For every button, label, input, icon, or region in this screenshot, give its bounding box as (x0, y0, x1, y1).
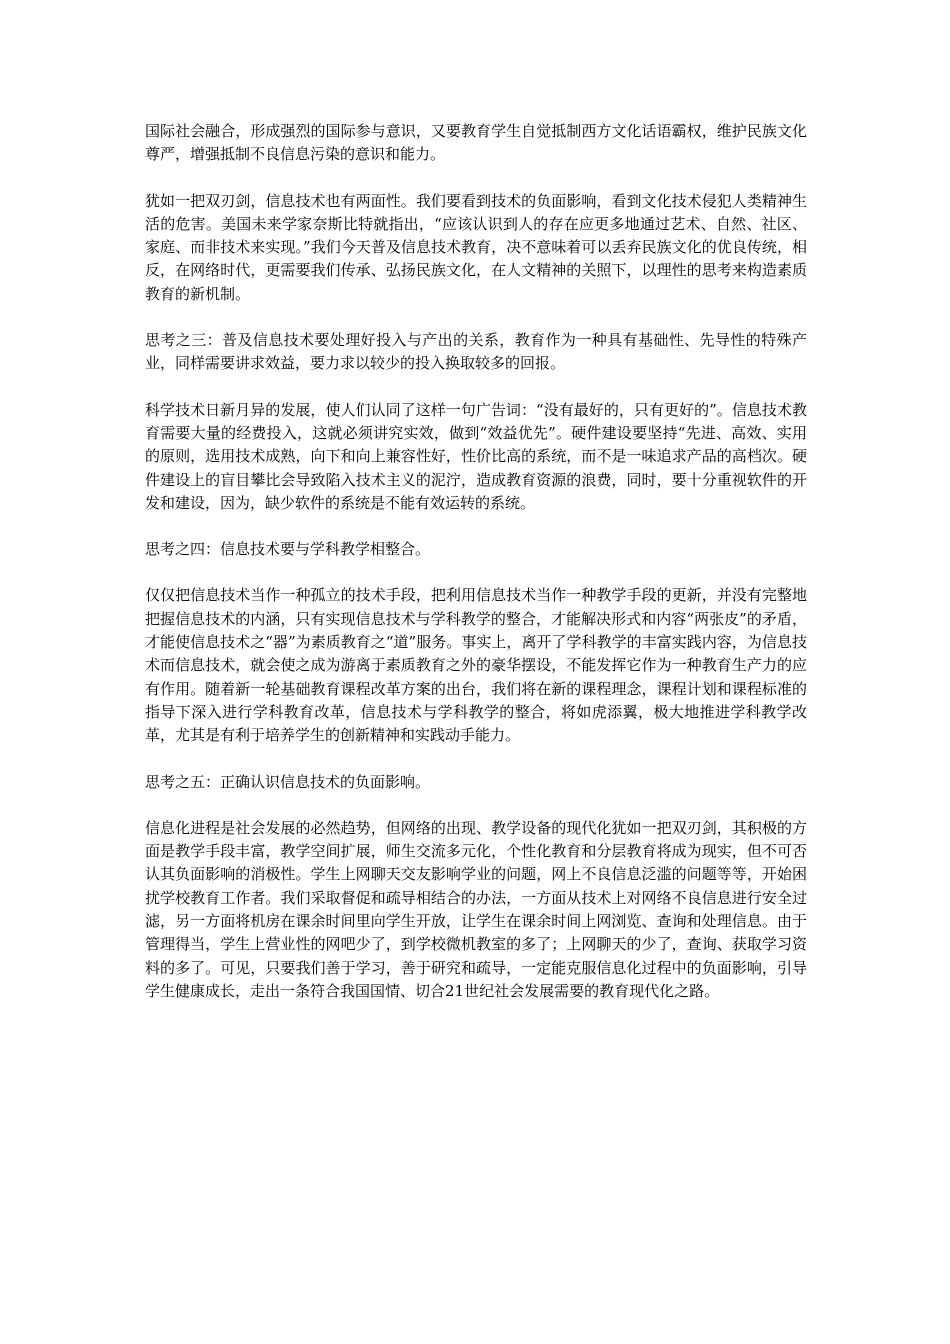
paragraph-cultural-dignity: 国际社会融合，形成强烈的国际参与意识，又要教育学生自觉抵制西方文化话语霸权，维护民族文化尊严，增强抵制不良信息污染的意识和能力。 (145, 122, 807, 164)
paragraph-double-edged-sword: 犹如一把双刃剑，信息技术也有两面性。我们要看到技术的负面影响，看到文化技术侵犯人类精神生活的危害。美国未来学家奈斯比特就指出，“应该认识到人的存在应更多地通过艺术、自然、社区、家庭、而非技术来实现。”我们今天普及信息技术教育，决不意味着可以丢弃民族文化的优良传统，相反，在网络时代，更需要我们传承、弘扬民族文化，在人文精神的关照下，以理性的思考来构造素质教育的新机制。 (145, 191, 807, 303)
paragraph-subject-integration: 仅仅把信息技术当作一种孤立的技术手段，把利用信息技术当作一种教学手段的更新，并没有完整地把握信息技术的内涵，只有实现信息技术与学科教学的整合，才能解决形式和内容“两张皮”的矛盾，才能使信息技术之“器”为素质教育之“道”服务。事实上，离开了学科教学的丰富实践内容，为信息技术而信息技术，就会使之成为游离于素质教育之外的豪华摆设，不能发挥它作为一种教育生产力的应有作用。随着新一轮基础教育课程改革方案的出台，我们将在新的课程理念，课程计划和课程标准的指导下深入进行学科教育改革，信息技术与学科教学的整合，将如虎添翼，极大地推进学科教学改革，尤其是有利于培养学生的创新精神和实践动手能力。 (145, 586, 807, 745)
paragraph-cost-efficiency: 科学技术日新月异的发展，使人们认同了这样一句广告词：“没有最好的，只有更好的”。信息技术教育需要大量的经费投入，这就必须讲究实效，做到“效益优先”。硬件建设要坚持“先进、高效、实用的原则，选用技术成熟，向下和向上兼容性好，性价比高的系统，而不是一味追求产品的高档次。硬件建设上的盲目攀比会导致陷入技术主义的泥泞，造成教育资源的浪费，同时，要十分重视软件的开发和建设，因为，缺少软件的系统是不能有效运转的系统。 (145, 400, 807, 512)
heading-reflection-four: 思考之四：信息技术要与学科教学相整合。 (145, 540, 431, 559)
paragraph-negative-impact: 信息化进程是社会发展的必然趋势，但网络的出现、教学设备的现代化犹如一把双刃剑，其积极的方面是教学手段丰富，教学空间扩展，师生交流多元化，个性化教育和分层教育将成为现实，但不可否认其负面影响的消极性。学生上网聊天交友影响学业的问题，网上不良信息泛滥的问题等等，开始困扰学校教育工作者。我们采取督促和疏导相结合的办法，一方面从技术上对网络不良信息进行安全过滤，另一方面将机房在课余时间里向学生开放，让学生在课余时间上网浏览、查询和处理信息。由于管理得当，学生上营业性的网吧少了，到学校微机教室的多了；上网聊天的少了，查询、获取学习资料的多了。可见，只要我们善于学习，善于研究和疏导，一定能克服信息化过程中的负面影响，引导学生健康成长，走出一条符合我国国情、切合21世纪社会发展需要的教育现代化之路。 (145, 818, 807, 1000)
document-page (145, 120, 807, 1003)
heading-reflection-five: 思考之五：正确认识信息技术的负面影响。 (145, 772, 431, 791)
heading-reflection-three: 思考之三：普及信息技术要处理好投入与产出的关系，教育作为一种具有基础性、先导性的特殊产业，同样需要讲求效益，要力求以较少的投入换取较多的回报。 (145, 331, 807, 373)
